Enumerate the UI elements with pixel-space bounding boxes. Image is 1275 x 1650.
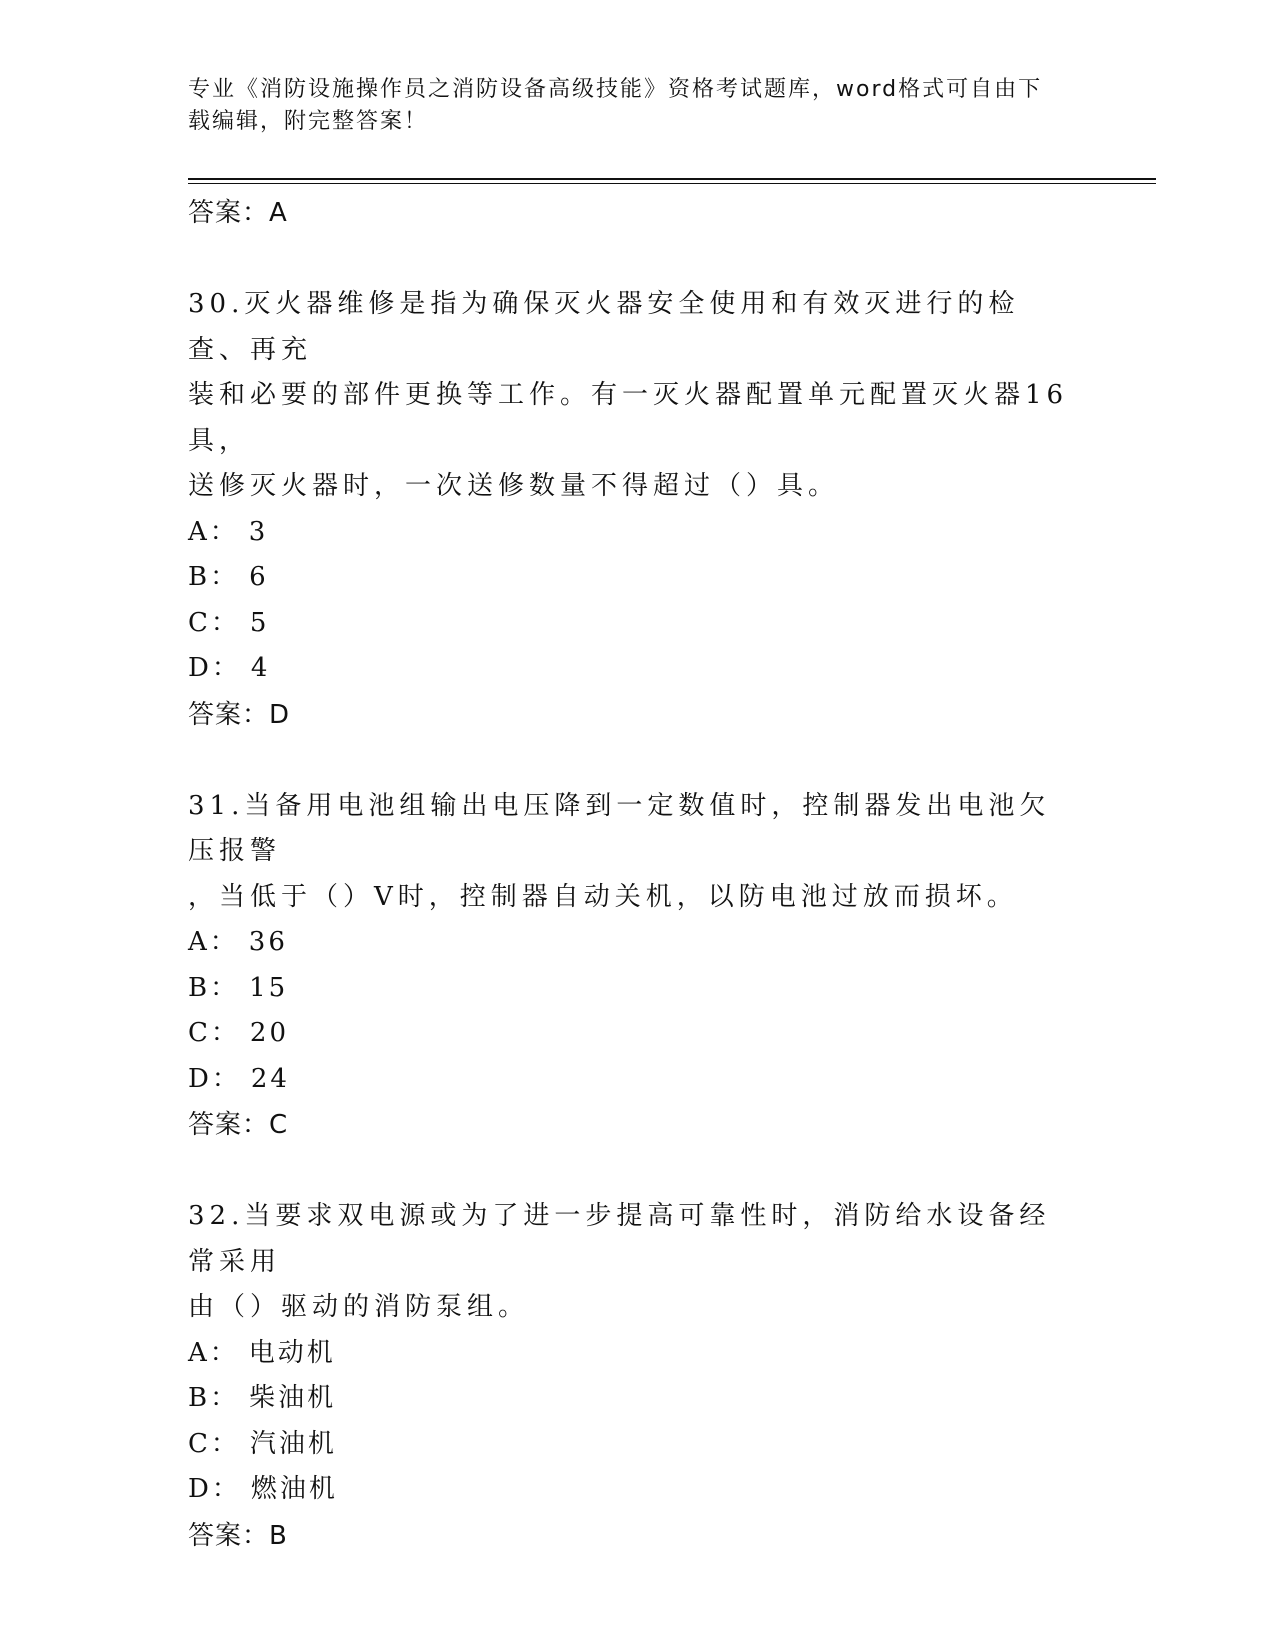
question-text [188,1194,1078,1331]
question-line: ，当低于（）V时，控制器自动关机，以防电池过放而损坏。 [188,881,1018,912]
question-line: 送修灭火器时，一次送修数量不得超过（）具。 [188,471,840,501]
option-d: D： 4 [188,653,271,683]
header-line-1: 专业《消防设施操作员之消防设备高级技能》资格考试题库，word格式可自由下 [188,77,1043,102]
header-divider-thin [188,183,1156,184]
question-block [188,784,1088,1149]
question-line: 32.当要求双电源或为了进一步提高可靠性时，消防给水设备经常采用 [188,1201,1051,1277]
question-block [188,282,1088,738]
question-block [188,1194,1088,1559]
question-answer: 答案：B [188,1520,288,1551]
spacer [188,738,1088,784]
previous-answer: 答案：A [188,198,288,228]
option-b: B： 6 [188,562,269,592]
option-d: D： 24 [188,1063,290,1094]
question-line: 30.灭火器维修是指为确保灭火器安全使用和有效灭进行的检查、再充 [188,289,1020,365]
option-c: C： 20 [188,1018,290,1048]
option-b: B： 15 [188,972,289,1003]
question-answer: 答案：C [188,1110,289,1140]
question-text [188,282,1078,510]
option-b: B： 柴油机 [188,1383,337,1413]
question-text [188,784,1078,921]
document-body [188,190,1088,1559]
option-a: A： 3 [188,516,269,547]
question-line: 装和必要的部件更换等工作。有一灭火器配置单元配置灭火器16具， [188,380,1069,456]
option-a: A： 电动机 [188,1337,336,1368]
header-divider-thick [188,178,1156,180]
document-header [188,74,1068,138]
option-c: C： 汽油机 [188,1428,337,1459]
header-line-2: 载编辑，附完整答案！ [188,109,429,134]
option-d: D： 燃油机 [188,1474,338,1504]
option-a: A： 36 [188,927,288,957]
question-line: 31.当备用电池组输出电压降到一定数值时，控制器发出电池欠压报警 [188,790,1051,866]
option-c: C： 5 [188,607,270,638]
question-line: 由（）驱动的消防泵组。 [188,1292,530,1322]
spacer [188,1148,1088,1194]
question-answer: 答案：D [188,699,291,730]
spacer [188,236,1088,282]
